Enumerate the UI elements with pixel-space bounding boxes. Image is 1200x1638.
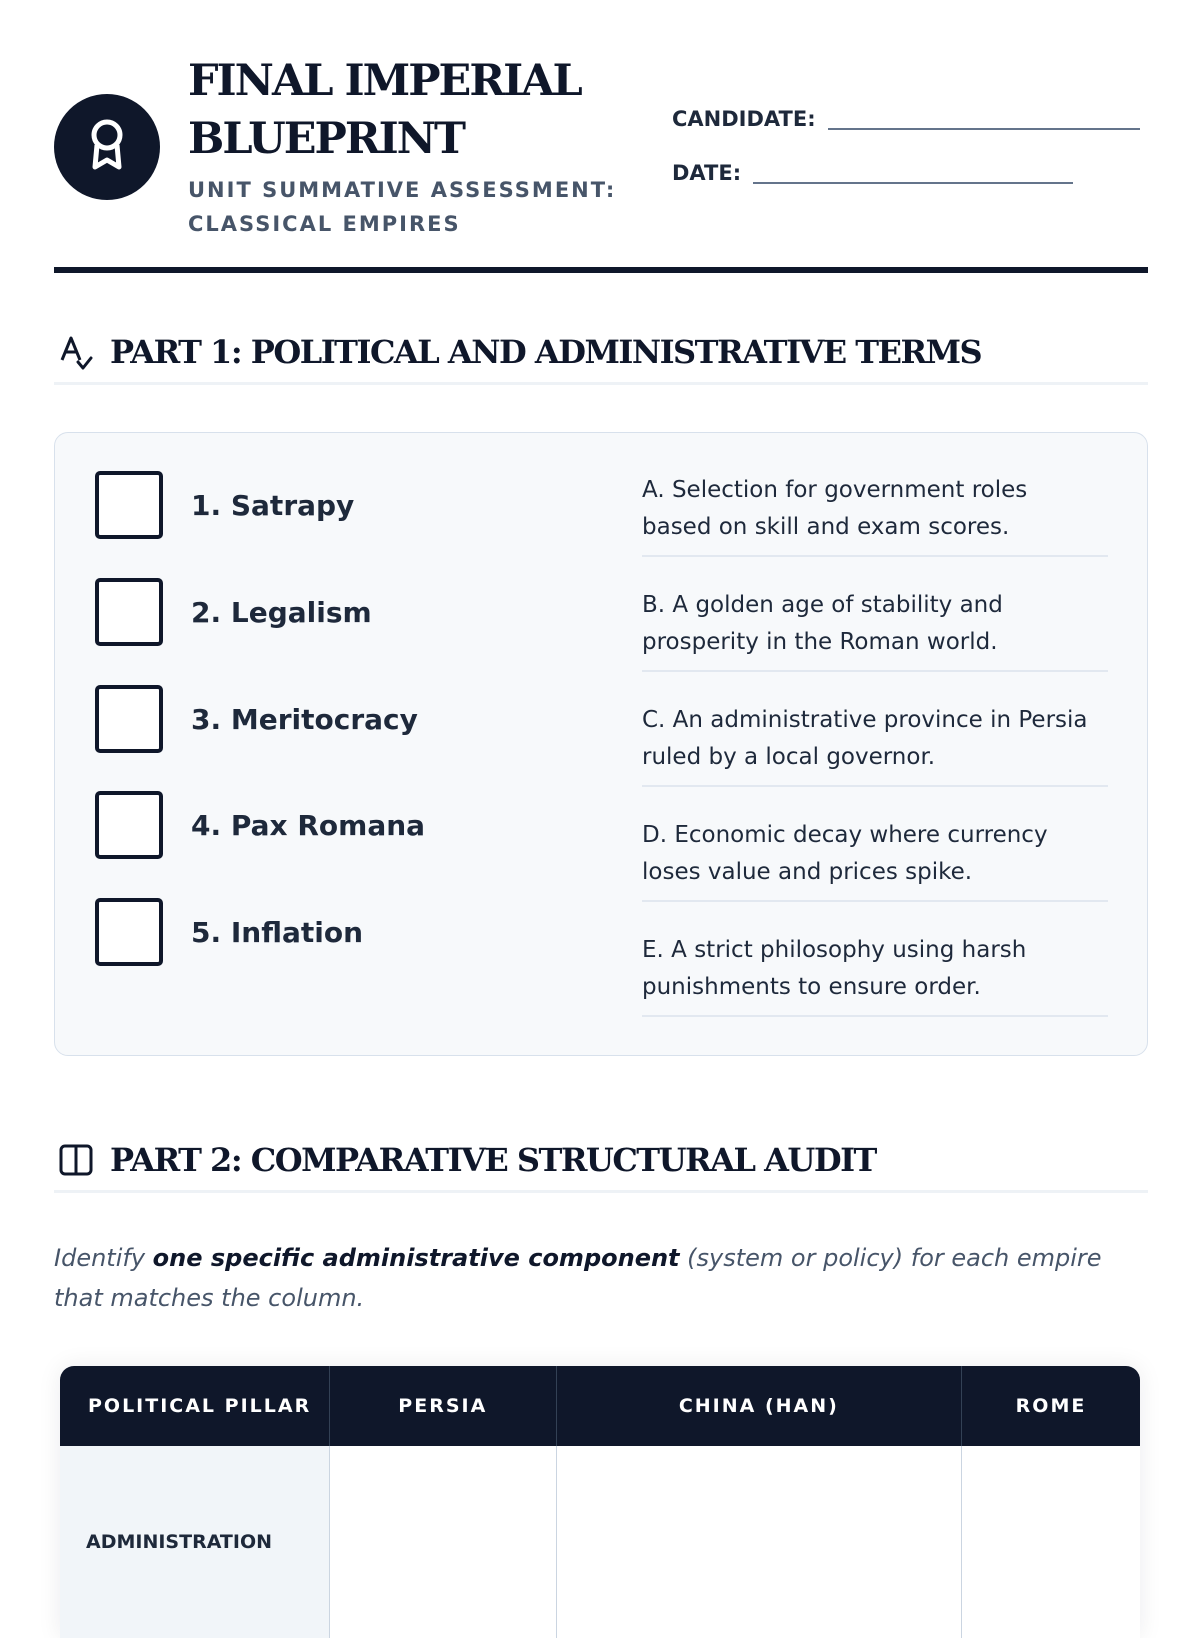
instructions-emphasis: one specific administrative component [152,1244,680,1272]
term-label: 1. Satrapy [191,488,355,522]
definition-item [642,817,1108,902]
term-answer-box[interactable] [95,578,163,646]
column-header-rome: ROME [962,1366,1140,1446]
part2-heading [54,1130,1148,1193]
answer-cell-persia[interactable] [330,1446,557,1638]
header [54,0,1148,274]
title-line-1: FINAL IMPERIAL [188,56,581,106]
spellcheck-icon [56,332,96,372]
instructions-text: Identify [54,1244,153,1272]
pillar-label: ADMINISTRATION [60,1446,330,1638]
column-header-pillar: POLITICAL PILLAR [60,1366,330,1446]
answer-cell-rome[interactable] [962,1446,1140,1638]
definition-item [642,932,1108,1017]
part1-title: PART 1: POLITICAL AND ADMINISTRATIVE TERMS [110,333,982,371]
definition-line: D. Economic decay where currency [642,822,1048,848]
audit-table [60,1366,1140,1638]
definition-item [642,587,1108,672]
term-row [95,791,425,859]
column-header-china: CHINA (HAN) [557,1366,962,1446]
term-answer-box[interactable] [95,791,163,859]
part1-heading [54,322,1148,385]
definition-line: loses value and prices spike. [642,859,973,885]
term-label: 2. Legalism [191,595,372,629]
term-answer-box[interactable] [95,471,163,539]
column-header-persia: PERSIA [330,1366,557,1446]
definition-item [642,702,1108,787]
term-label: 3. Meritocracy [191,702,418,736]
seal-badge [54,94,160,200]
page-subtitle [188,173,648,241]
candidate-input-line[interactable] [828,127,1140,130]
subtitle-line-1: UNIT SUMMATIVE ASSESSMENT: [188,178,617,202]
term-row [95,578,372,646]
definition-line: B. A golden age of stability and [642,592,1003,618]
date-label: DATE: [672,161,742,185]
definition-line: based on skill and exam scores. [642,514,1010,540]
definition-line: C. An administrative province in Persia [642,707,1088,733]
definition-item [642,472,1108,557]
term-row [95,898,363,966]
part2-title: PART 2: COMPARATIVE STRUCTURAL AUDIT [110,1141,876,1179]
title-line-2: BLUEPRINT [188,114,464,164]
part2-instructions [54,1238,1148,1318]
worksheet-page [54,0,1148,1553]
title-block [188,52,648,241]
date-field [672,160,1073,186]
term-label: 4. Pax Romana [191,808,426,842]
term-answer-box[interactable] [95,898,163,966]
term-row [95,471,354,539]
term-answer-box[interactable] [95,685,163,753]
page-title [188,52,648,168]
definition-line: A. Selection for government roles [642,477,1028,503]
candidate-field [672,106,1140,132]
definition-line: punishments to ensure order. [642,974,981,1000]
answer-cell-china[interactable] [557,1446,962,1638]
date-input-line[interactable] [753,181,1073,184]
subtitle-line-2: CLASSICAL EMPIRES [188,212,461,236]
definition-line: prosperity in the Roman world. [642,629,998,655]
definition-line: ruled by a local governor. [642,744,936,770]
table-row [60,1446,1140,1638]
award-ribbon-icon [87,117,127,177]
columns-icon [56,1140,96,1180]
term-label: 5. Inflation [191,915,364,949]
table-header-row [60,1366,1140,1446]
term-row [95,685,418,753]
candidate-label: CANDIDATE: [672,107,816,131]
matching-box [54,432,1148,1056]
header-divider [54,267,1148,273]
definition-line: E. A strict philosophy using harsh [642,937,1027,963]
instructions-text: (system or policy) for each empire that matches the column. [54,1244,1102,1312]
